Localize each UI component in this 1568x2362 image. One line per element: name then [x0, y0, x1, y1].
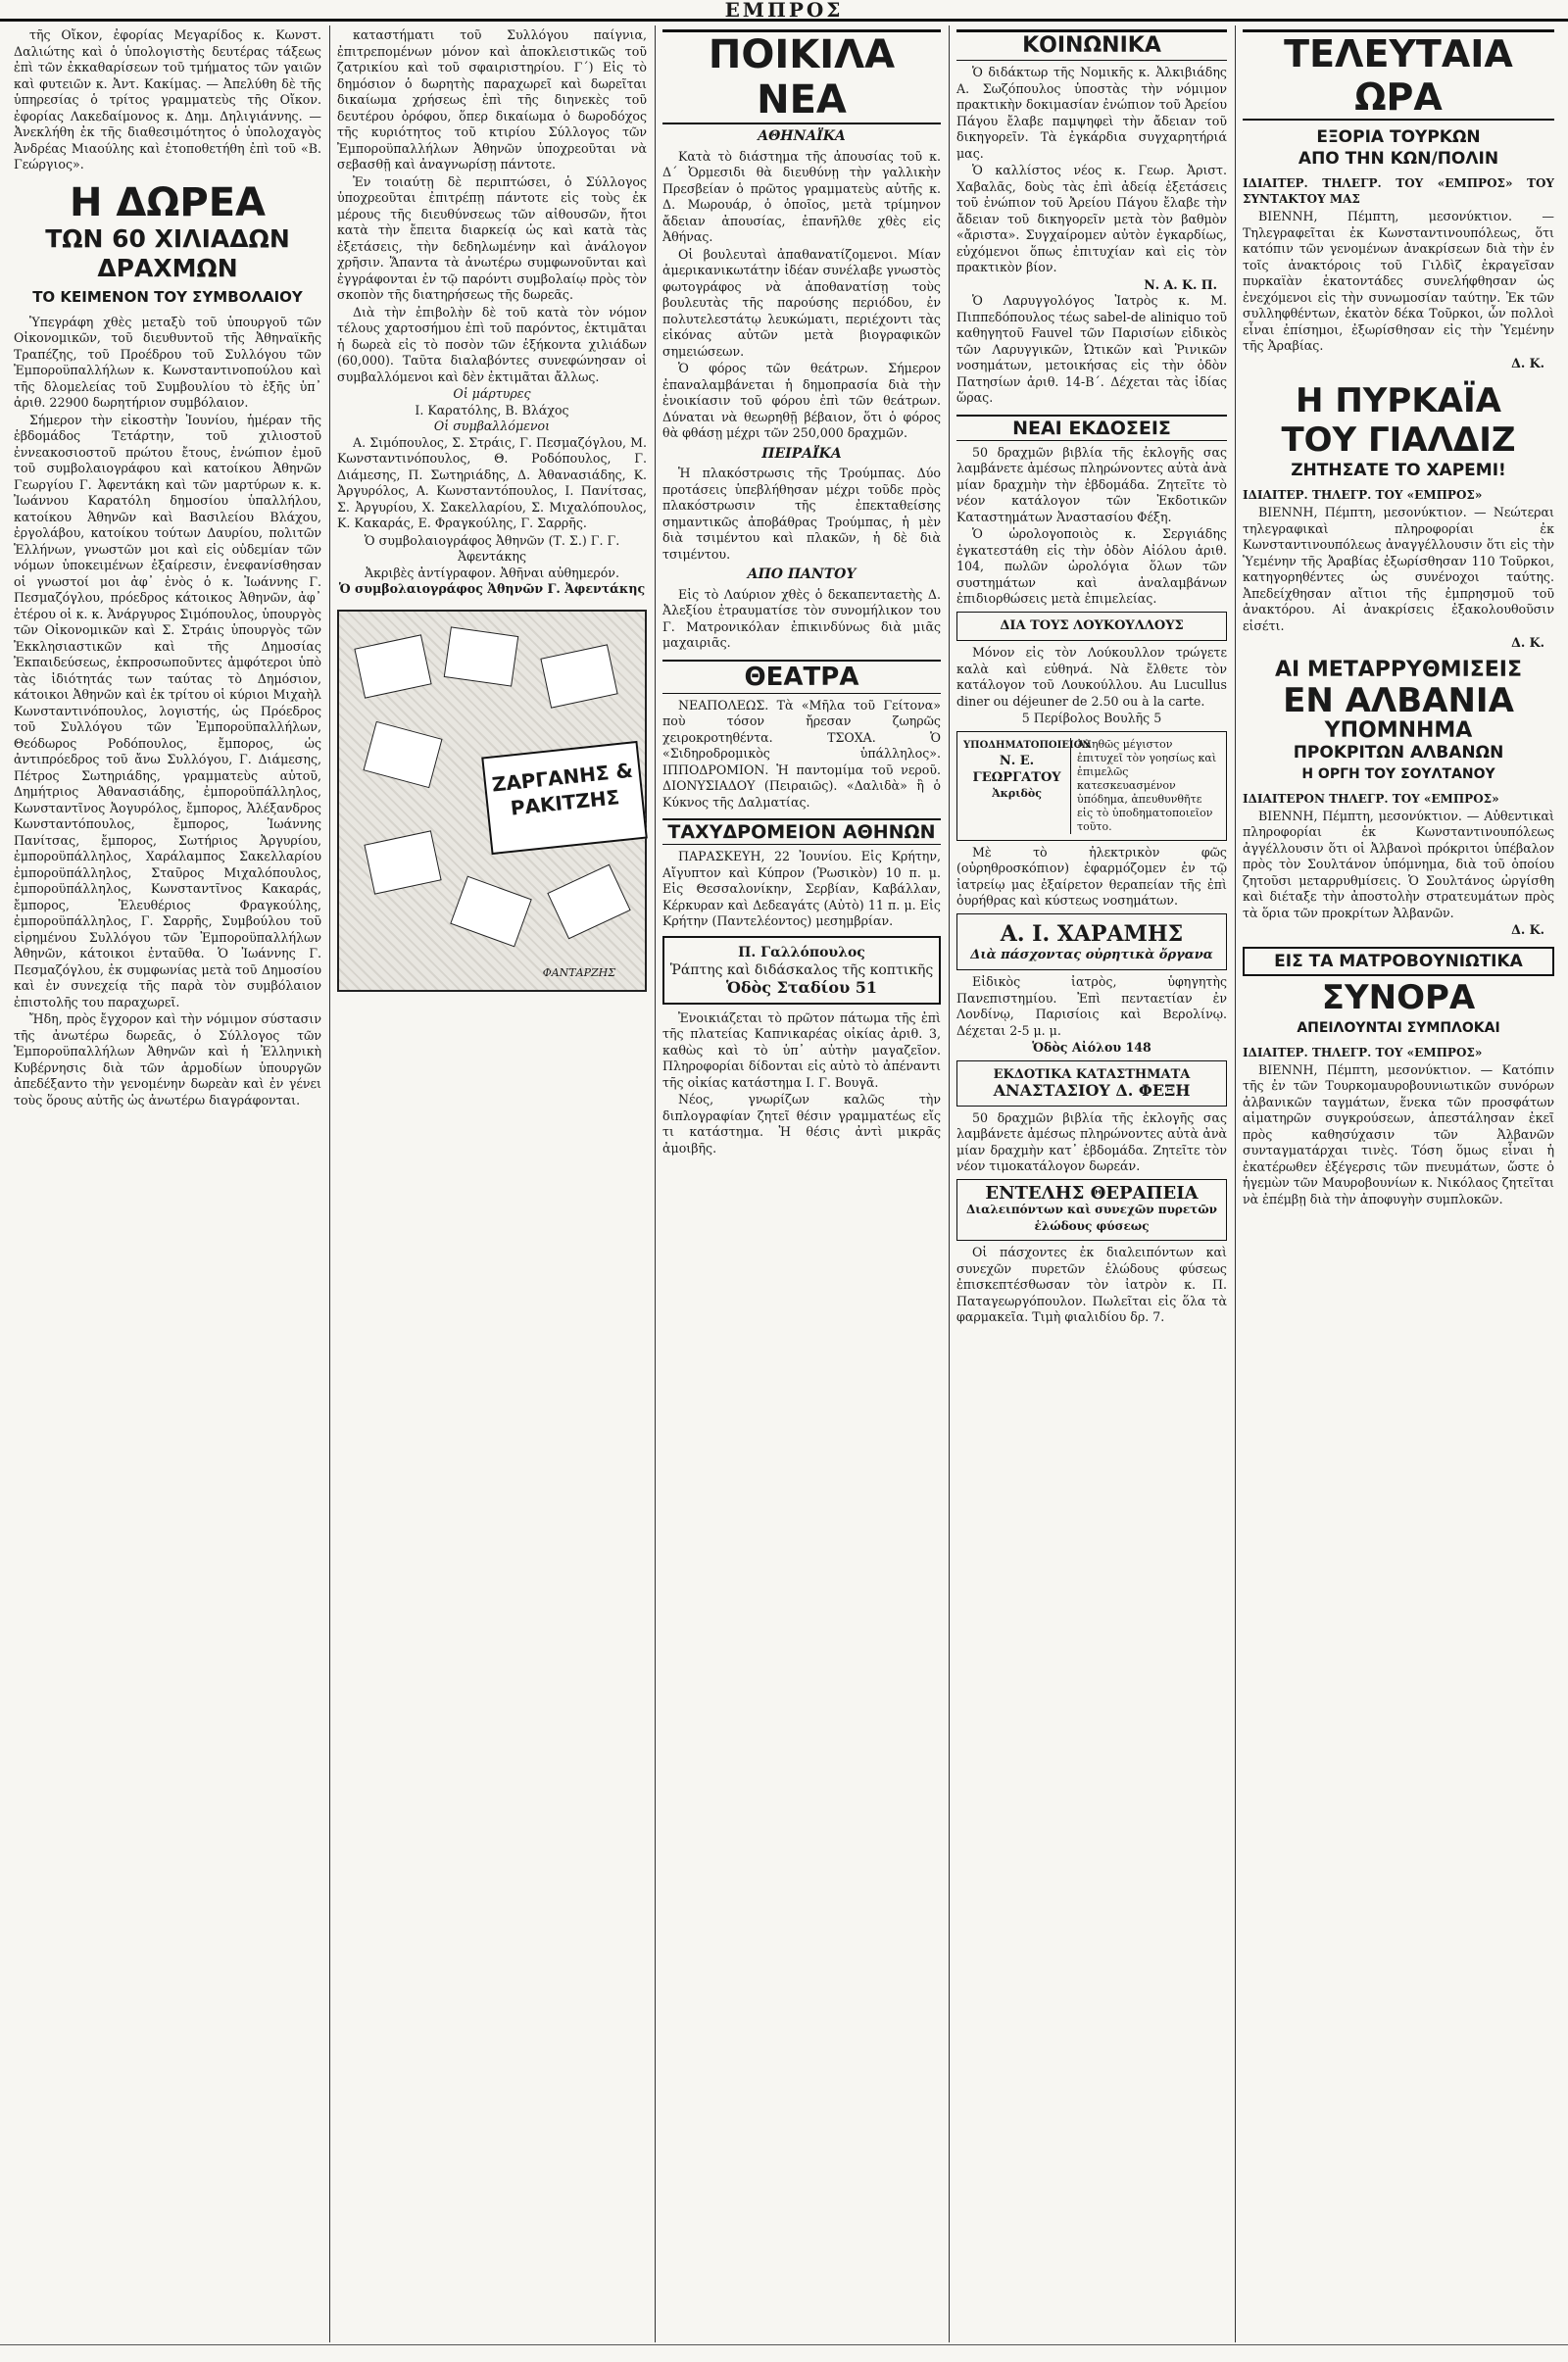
post-listing: ΠΑΡΑΣΚΕΥΗ, 22 Ἰουνίου. Εἰς Κρήτην, Αἴγυπτον καὶ Κύπρον (Ῥωσικὸν) 10 π. μ. Εἰς Θεσσαλονίκην, Σερβίαν, Καβάλλαν, Κέρκυραν καὶ Δεδεαγάτς (Αὐτὸ) 11 π. μ. Εἰς Κρήτην (Παντελέοντος) μεσημβρίαν.: [662, 849, 941, 928]
cartoon-card: [363, 720, 442, 787]
shoemaker-heading: ΥΠΟΔΗΜΑΤΟΠΟΙΕΙΟΝ: [963, 739, 1092, 751]
article-paragraph: Ὑπεγράφη χθὲς μεταξὺ τοῦ ὑπουργοῦ τῶν Οἰκονομικῶν, τοῦ διευθυντοῦ τῆς Ἀθηναϊκῆς Τραπέζης, τοῦ Προέδρου τοῦ Συλλόγου τῶν Ἐμποροϋπαλλήλων κ. Κωνσταντινοπούλου καὶ τῆς δλομελείας τοῦ Συμβουλίου τὸ ἐξῆς ὑπ᾽ ἀριθ. 22900 δωρητήριον συμβόλαιον.: [14, 314, 321, 410]
headline-donation: Η ΔΩΡΕΑ: [70, 179, 266, 225]
column-divider: [949, 25, 950, 2342]
column-4: [951, 25, 1233, 2342]
subsection-everywhere: ΑΠΟ ΠΑΝΤΟΥ: [747, 566, 857, 582]
telegram-signature: Δ. Κ.: [1511, 922, 1544, 937]
shoemaker-name: Ν. Ε. ΓΕΩΡΓΑΤΟΥ: [972, 754, 1061, 785]
doctor-text: Εἰδικὸς ἰατρὸς, ὑφηγητὴς Πανεπιστημίου. Ἐπὶ πενταετίαν ἐν Λονδίνῳ, Παρισίοις καὶ Βερολίνῳ. Δέχεται 2-5 μ. μ.: [956, 974, 1227, 1038]
doctor-address: Ὁδὸς Αἰόλου 148: [1032, 1040, 1152, 1055]
column-2: [331, 25, 653, 2342]
page-bottom-edge: [0, 2344, 1568, 2362]
cartoon-card: [540, 644, 617, 708]
notary-signature: Ὁ συμβολαιογράφος Ἀθηνῶν (Τ. Σ.) Γ. Γ. Ἀφεντάκης: [364, 532, 620, 564]
column-3: [657, 25, 947, 2342]
news-item: Εἰς τὸ Λαύριον χθὲς ὁ δεκαπενταετὴς Δ. Ἀλεξίου ἐτραυματίσε τὸν συνομήλικον του Γ. Ματρονικόλαν ἐπικινδύνως διὰ μιᾶς μαχαιριᾶς.: [662, 586, 941, 650]
column-1: [8, 25, 327, 2342]
lucullus-text: Μόνον εἰς τὸν Λούκουλλον τρώγετε καλὰ καὶ εὐθηνά. Νὰ ἔλθετε τὸν κατάλογον τοῦ Λουκούλλου. Au Lucullus diner ou déjeuner de 2.50 ou à la carte.: [956, 645, 1227, 709]
section-title-new-editions: ΝΕΑΙ ΕΚΔΟΣΕΙΣ: [956, 415, 1227, 441]
social-item: Ὁ Λαρυγγολόγος Ἰατρὸς κ. Μ. Πιππεδόπουλος τέως sabel-de aliniquo τοῦ καθηγητοῦ Fauvel τῶν Παρισίων εἰδικὸς τῶν Λαρυγγικῶν, Ὠτικῶν καὶ Ῥινικῶν νοσημάτων, μετοικήσας εἰς τὴν ὁδὸν Πατησίων ἀριθ. 14-Β΄. Δέχεται τὰς ἰδίας ὥρας.: [956, 293, 1227, 405]
editions-item: 50 δραχμῶν βιβλία τῆς ἐκλογῆς σας λαμβάνετε ἀμέσως πληρώνοντες αὐτὰ ἀνὰ μίαν δραχμὴν τὴν ἑβδομάδα. Ζητεῖτε τὸ νέον κατάλογον τῶν Ἐκδοτικῶν Καταστημάτων Ἀναστασίου Φέξη.: [956, 444, 1227, 524]
publisher-title: ΕΚΔΟΤΙΚΑ ΚΑΤΑΣΤΗΜΑΤΑ: [993, 1066, 1191, 1082]
telegram-text: ΒΙΕΝΝΗ, Πέμπτη, μεσονύκτιον. — Νεώτεραι τηλεγραφικαὶ πληροφορίαι ἐκ Κωνσταντινουπόλεως ἀναγγέλλουσιν ὅτι εἰς τὴν Ὑεμένην τῆς Ἀραβίας ἐξωρίσθησαν 110 Τοῦρκοι, κατηγορηθέντες ὡς συνένοχοι ταύτης. Ἀπεδείχθησαν αἴτιοι τῆς ἐμπρησμοῦ τοῦ ἀνακτόρου. Αἱ ἀνακρίσεις ἐξακολουθοῦσιν εἰσέτι.: [1243, 505, 1554, 633]
cartoon-card: [364, 830, 441, 894]
cartoon-illustration: [337, 610, 647, 992]
cartoon-card: [450, 875, 532, 947]
section-title-social: ΚΟΙΝΩΝΙΚΑ: [956, 29, 1227, 61]
masthead: ΕΜΠΡΟΣ: [0, 0, 1568, 22]
news-item: Κατὰ τὸ διάστημα τῆς ἀπουσίας τοῦ κ. Δ΄ Ὀρμεσιδι θὰ διευθύνῃ τὴν γαλλικὴν Πρεσβείαν ὁ πρῶτος γραμματεὺς αὐτῆς κ. Δ. Μωρουάρ, ὁ ὁποῖος, μετὰ τρίμηνον ἄδειαν ἀπουσίας, ἐπανῆλθε χθὲς εἰς Ἀθήνας.: [662, 148, 941, 244]
lucullus-address: 5 Περίβολος Βουλῆς 5: [1021, 711, 1162, 725]
column-divider: [1235, 25, 1236, 2342]
cartoon-sign: ΖΑΡΓΑΝΗΣ & ΡΑΚΙΤΖΗΣ: [481, 740, 648, 854]
subsection-athens: ΑΘΗΝΑΪΚΑ: [758, 128, 846, 144]
headline-contract: ΤΟ ΚΕΙΜΕΝΟΝ ΤΟΥ ΣΥΜΒΟΛΑΙΟΥ: [32, 287, 303, 306]
doctor-name: Α. Ι. ΧΑΡΑΜΗΣ: [1000, 920, 1184, 947]
headline-montenegro: ΕΙΣ ΤΑ ΜΑΤΡΟΒΟΥΝΙΩΤΙΚΑ: [1243, 947, 1554, 976]
headline-yildiz: ΤΟΥ ΓΙΑΛΔΙΖ: [1281, 420, 1516, 460]
telegram-text: ΒΙΕΝΝΗ, Πέμπτη, μεσονύκτιον. — Αὐθεντικαὶ πληροφορίαι ἐκ Κωνσταντινουπόλεως ἀγγέλλουσιν ὅτι οἱ Ἀλβανοὶ πρόκριτοι ὑπέβαλον πρὸς τὸν Σουλτάνον ὑπόμνημα, διὰ τοῦ ὁποίου ζητοῦσι μεταρρυθμίσεις. Ὁ Σουλτάνος ὠργίσθη καὶ διέταξε τὴν ἀποστολὴν στρατευμάτων πρὸς τὰ ὅρια τῶν προκρίτων Ἀλβανῶν.: [1243, 808, 1554, 920]
telegram-byline: ΙΔΙΑΙΤΕΡ. ΤΗΛΕΓΡ. ΤΟΥ «ΕΜΠΡΟΣ»: [1243, 1045, 1483, 1059]
subsection-piraeus: ΠΕΙΡΑΪΚΑ: [761, 445, 842, 462]
shoemaker-address: Ἀκριδὸς: [992, 787, 1042, 800]
headline-albania: ΕΝ ΑΛΒΑΝΙΑ: [1283, 680, 1514, 720]
publisher-name: ΑΝΑΣΤΑΣΙΟΥ Δ. ΦΕΞΗ: [993, 1081, 1191, 1100]
article-fragment-top: τῆς Οἴκον, ἐφορίας Μεγαρίδος κ. Κωνστ. Δαλιώτης καὶ ὁ ὑπολογιστὴς δευτέρας τάξεως ἐπὶ τῶν ἐκκαθαρίσεων τοῦ τμήματος τῶν γαιῶν καὶ φυτειῶν κ. Ἀντ. Κακίμας. — Ἀπελύθη δὲ τῆς ὑπηρεσίας ὁ τρίτος γραμματεὺς τῆς Οἴκον. ἐφορίας Λακεδαίμονος κ. Δημ. Δηλιγιάννης. — Ἀνεκλήθη ἐκ τῆς διαθεσιμότητος ὁ ὑπολοχαγὸς Ἀνδρέας Μιαούλης καὶ ἐτοποθετήθη ἐπὶ τοῦ «Β. Γεώργιος».: [14, 27, 321, 172]
job-notice: Νέος, γνωρίζων καλῶς τὴν διπλογραφίαν ζητεῖ θέσιν γραμματέως εἴς τι κατάστημα. Ἡ θέσις ἀντὶ μικρᾶς ἀμοιβῆς.: [662, 1092, 941, 1156]
headline-reforms: ΑΙ ΜΕΤΑΡΡΥΘΜΙΣΕΙΣ: [1274, 657, 1523, 682]
headline-notables: ΠΡΟΚΡΙΤΩΝ ΑΛΒΑΝΩΝ: [1293, 742, 1504, 763]
news-item: Οἱ βουλευταὶ ἀπαθανατίζομενοι. Μίαν ἀμερικανικωτάτην ἰδέαν συνέλαβε γνωστὸς φωτογράφος νὰ ἀποθανατίσῃ τοὺς βουλευτὰς τῆς παρούσης περιόδου, ἐν πολυτελεστάτῳ λευκώματι, περιέχοντι τὰς εἰκόνας αὐτῶν μετὰ βιογραφικῶν σημειώσεων.: [662, 246, 941, 359]
electric-light-item: Μὲ τὸ ἠλεκτρικὸν φῶς (οὐρηθροσκόπιον) ἐφαρμόζομεν ἐν τῷ ἰατρείῳ μας ἐξαίρετον θεραπείαν τῆς ἐπὶ ὀυρήθρας καὶ κύστεως νοσημάτων.: [956, 844, 1227, 908]
headline-memorandum: ΥΠΟΜΝΗΜΑ: [1324, 717, 1473, 743]
shoemaker-text: Ἀληθῶς μέγιστον ἐπιτυχεῖ τὸν γοησίως καὶ ἐπιμελῶς κατεσκευασμένον ὑπόδημα, ἀπευθυνθῆτε εἰς τὸ ὑποδηματοποιεῖον τοῦτο.: [1077, 737, 1217, 833]
cartoon-card: [354, 634, 431, 698]
doctor-specialty: Διὰ πάσχοντας οὐρητικὰ ὄργανα: [970, 947, 1213, 962]
news-item: Ἡ πλακόστρωσις τῆς Τρούμπας. Δύο προτάσεις ὑπεβλήθησαν μέχρι τοῦδε πρὸς πλακόστρωσιν τῆς ἐπεκταθείσης σημαντικῶς ἀποβάθρας Τρούμπας, ἡ μὲν διὰ τσιμέντου καὶ πλακῶν, ἡ δὲ διὰ τσιμέντου.: [662, 466, 941, 562]
cartoon-card: [547, 863, 630, 939]
tailor-description: Ῥάπτης καὶ διδάσκαλος τῆς κοπτικῆς: [669, 961, 934, 978]
headline-amount: ΤΩΝ 60 ΧΙΛΙΑΔΩΝ ΔΡΑΧΜΩΝ: [45, 223, 290, 282]
section-title-post: ΤΑΧΥΔΡΟΜΕΙΟΝ ΑΘΗΝΩΝ: [662, 818, 941, 845]
witnesses-heading: Οἱ μάρτυρες: [453, 386, 531, 401]
news-item: Ὁ φόρος τῶν θεάτρων. Σήμερον ἐπαναλαμβάνεται ἡ δημοπρασία διὰ τὴν ἐνοικίασιν τοῦ φόρου ἐπὶ τῶν θεάτρων. Δύναται νὰ θεωρηθῇ βέβαιον, ὅτι ὁ φόρος θὰ φθάσῃ μέχρι τῶν 250,000 δραχμῶν.: [662, 361, 941, 440]
headline-sultan-anger: Η ΟΡΓΗ ΤΟΥ ΣΟΥΛΤΑΝΟΥ: [1301, 765, 1495, 782]
telegram-byline: ΙΔΙΑΙΤΕΡ. ΤΗΛΕΓΡ. ΤΟΥ «ΕΜΠΡΟΣ»: [1243, 488, 1483, 502]
cure-advertisement: [956, 1179, 1227, 1242]
article-paragraph: Ἐν τοιαύτῃ δὲ περιπτώσει, ὁ Σύλλογος ὑποχρεοῦται ἐπιτρέπῃ πάντοτε εἰς τοὺς ἐκ μέρους τῆς διευθύνσεως τῶν αἰθουσῶν, ἤτοι κατὰ τὴν ἔπειτα διαρκείᾳ ὡς καὶ κατὰ τὰς ἐξετάσεις, τὴν δεδηλωμένην καὶ ἀνάλογον χρῆσιν. Ἅπαντα τὰ ἀνωτέρω συμφωνοῦνται καὶ ἐγγράφονται ἐν τῷ παρόντι συμβολαίῳ πρὸς τὸν σκοπὸν τῆς διατηρήσεως τῆς δωρεᾶς.: [337, 173, 647, 302]
telegram-byline: ΙΔΙΑΙΤΕΡ. ΤΗΛΕΓΡ. ΤΟΥ «ΕΜΠΡΟΣ» ΤΟΥ ΣΥΝΤΑΚΤΟΥ ΜΑΣ: [1243, 176, 1554, 206]
contracting-names: Α. Σιμόπουλος, Σ. Στράις, Γ. Πεσμαζόγλου, Μ. Κωνσταντινόπουλος, Θ. Ροδόπουλος, Γ. Διάμεσης, Π. Σωτηριάδης, Δ. Ἀθανασιάδης, Κ. Ἀργυρόλος, Α. Κωνσταντόπουλος, Ι. Πανίτσας, Σ. Ἀργυρίου, Χ. Σακελλαρίου, Σ. Μιχαλόπουλος, Κ. Κακαράς, Ε. Φραγκούλης, Γ. Σαρρῆς.: [337, 434, 647, 530]
headline-clashes: ΑΠΕΙΛΟΥΝΤΑΙ ΣΥΜΠΛΟΚΑΙ: [1297, 1019, 1500, 1036]
telegram-signature: Δ. Κ.: [1511, 635, 1544, 650]
telegram-text: ΒΙΕΝΝΗ, Πέμπτη, μεσονύκτιον. — Κατόπιν τῆς ἐν τῶν Τουρκομαυροβουνιωτικῶν συνόρων ἀλβανικῶν ταγμάτων, ἕνεκα τῶν προσφάτων αἱματηρῶν συγκρούσεων, ἀπεστάλησαν ἐκεῖ πρὸς καθησύχασιν τῶν Ἀλβανῶν συνταγματάρχαι τινὲς. Τόση ὅμως εἶναι ἡ ἐκατέρωθεν ἐξέγερσις τῶν πνευμάτων, ὥστε ὁ ἡγεμὼν τῶν Μαυροβουνίων κ. Νικόλαος ζητεῖται νὰ ἐπέμβῃ διὰ τὴν ἀποφυγὴν συμπλοκῶν.: [1243, 1061, 1554, 1206]
theatres-listing: ΝΕΑΠΟΛΕΩΣ. Τὰ «Μῆλα τοῦ Γείτονα» ποὺ τόσον ἤρεσαν ζωηρῶς χειροκροτηθέντα. ΤΣΟΧΑ. Ὁ «Σιδηροδρομικὸς ὑπάλληλος». ΙΠΠΟΔΡΟΜΙΟΝ. Ἡ παντομίμα τοῦ νεροῦ. ΔΙΟΝΥΣΙΑΔΟΥ (Πειραιῶς). «Δαλιδὰ» ἢ ὁ Κύκνος τῆς Δαλματίας.: [662, 697, 941, 810]
article-paragraph: Διὰ τὴν ἐπιβολὴν δὲ τοῦ κατὰ τὸν νόμον τέλους χαρτοσήμου ἐπὶ τοῦ παρόντος, ἐκτιμᾶται ἡ δωρεὰ εἰς τὸ ποσὸν τῶν ἑξήκοντα χιλιάδων (60,000). Ταῦτα διαλαβόντες συνεφώνησαν οἱ συμβαλλόμενοι καὶ δὲν ἐκτιμᾶται ἄλλως.: [337, 304, 647, 384]
rental-notice: Ἐνοικιάζεται τὸ πρῶτον πάτωμα τῆς ἐπὶ τῆς πλατείας Καπνικαρέας οἰκίας ἀριθ. 3, καθὼς καὶ τὸ ὑπ᾽ αὐτὴν μαγαζεῖον. Πληροφορίαι δίδονται εἰς αὐτὸ τὸ ἀπέναντι τῆς οἰκίας κατάστημα Ι. Γ. Βουγᾶ.: [662, 1009, 941, 1090]
column-5: [1237, 25, 1560, 2342]
social-signature: Ν. Α. Κ. Π.: [1144, 276, 1217, 292]
watchmaker-item: Ὁ ὡρολογοποιὸς κ. Σεργιάδης ἐγκατεστάθη εἰς τὴν ὁδὸν Αἰόλου ἀριθ. 104, πωλῶν ὡρολόγια ὅλων τῶν συστημάτων καὶ ἀναλαμβάνων ἐπιδιορθώσεις μετὰ ἐπιμελείας.: [956, 526, 1227, 606]
notary-signature-2: Ὁ συμβολαιογράφος Ἀθηνῶν Γ. Ἀφεντάκης: [338, 581, 646, 596]
tailor-advertisement: [662, 936, 941, 1005]
copy-note: Ἀκριβὲς ἀντίγραφον. Ἀθῆναι αὐθημερόν.: [365, 565, 619, 580]
headline-exile: ΕΞΟΡΙΑ ΤΟΥΡΚΩΝ: [1316, 127, 1481, 147]
column-divider: [655, 25, 656, 2342]
publisher-text: 50 δραχμῶν βιβλία τῆς ἐκλογῆς σας λαμβάνετε ἀμέσως πληρώνοντες αὐτὰ ἀνὰ μίαν δραχμὴν κατ᾽ ἑβδομάδα. Ζητεῖτε τὸν νέον τιμοκατάλογον δωρεάν.: [956, 1109, 1227, 1173]
section-title-last-hour: ΤΕΛΕΥΤΑΙΑ ΩΡΑ: [1243, 29, 1554, 121]
tailor-name: Π. Γαλλόπουλος: [738, 944, 865, 960]
headline-borders: ΣΥΝΟΡΑ: [1321, 977, 1476, 1017]
headline-from-constantinople: ΑΠΟ ΤΗΝ ΚΩΝ/ΠΟΛΙΝ: [1298, 149, 1499, 169]
social-item: Ὁ διδάκτωρ τῆς Νομικῆς κ. Ἀλκιβιάδης Α. Σωζόπουλος ὑποστὰς τὴν νόμιμον πρακτικὴν δοκιμασίαν ἐνώπιον τοῦ Ἀρείου Πάγου ἔλαβε παμψηφεὶ τὴν ἄδειαν τοῦ δικηγορεῖν. Τὰ ἐγκάρδια συγχαρητήριά μας.: [956, 65, 1227, 161]
telegram-byline: ΙΔΙΑΙΤΕΡΟΝ ΤΗΛΕΓΡ. ΤΟΥ «ΕΜΠΡΟΣ»: [1243, 791, 1499, 806]
headline-harem: ΖΗΤΗΣΑΤΕ ΤΟ ΧΑΡΕΜΙ!: [1291, 461, 1506, 480]
tailor-address: Ὁδὸς Σταδίου 51: [725, 977, 878, 997]
witnesses-names: Ι. Καρατόλης, Β. Βλάχος: [415, 402, 569, 418]
article-paragraph: Σήμερον τὴν εἰκοστὴν Ἰουνίου, ἡμέραν τῆς ἑβδομάδος Τετάρτην, τοῦ χιλιοστοῦ ἐννεακοσιοστοῦ πρώτου ἔτους, ἐνώπιον ἐμοῦ τοῦ συμβολαιογράφου καὶ κατοίκου Ἀθηνῶν Γεωργίου Γ. Ἀφεντάκη καὶ τῶν μαρτύρων κ. κ. Ἰωάννου Καρατόλη δημοσίου ὑπαλλήλου, κατοίκου Ἀθηνῶν καὶ Βασιλείου Βλάχου, ἐργολάβου, κατοίκου τούτων Δαυρίου, πολιτῶν Ἑλλήνων, γνωστῶν μοι καὶ εἰς οὐδεμίαν τῶν νόμων ὑποκειμένων ἐξαίρεσιν, ἐνεφανίσθησαν οἱ γνωστοί μοι ἀφ᾽ ἑνὸς ὁ κ. Ἰωάννης Γ. Πεσμαζόγλου, πρόεδρος κάτοικος Ἀθηνῶν, ἀφ᾽ ἑτέρου οἱ κ. κ. Ἀνάργυρος Σιμόπουλος, ὑπουργὸς τῶν Οἰκονομικῶν καὶ Σ. Στράις ὑπουργὸς τῶν Ἐκκλησιαστικῶν καὶ τῆς Δημοσίας Ἐκπαιδεύσεως, ἐκπροσωποῦντες ἀμφότεροι ὑπὸ τὰς ἰδιότητάς των ταύτας τὸ Δημόσιον, κάτοικοι Ἀθηνῶν καὶ ἐκ τρίτου οἱ κύριοι Μιχαὴλ Κωνσταντινόπουλος, λογιστής, ὡς Πρόεδρος τοῦ Συλλόγου τῶν Ἐμποροϋπαλλήλων, Θεόδωρος Ροδόπουλος, ἔμπορος, ὡς ἀντιπρόεδρος τοῦ ἄνω Συλλόγου, Γ. Διάμεσης, Πέτρος Σωτηριάδης, γραμματεὺς αὐτοῦ, Δημήτριος Ἀθανασιάδης, ἐμποροϋπάλληλος, Κωνσταντῖνος Ἀογυρόλος, ἔμπορος, Ἀλέξανδρος Κωνσταντόπουλος, ἔμπορος, Ἰωάννης Πανίτσας, ἔμπορος, Σωτήριος Ἀργυρίου, ἐμποροϋπάλληλος, Χαράλαμπος Σακελλαρίου ἐμποροϋπάλληλος, Σταῦρος Μιχαλόπουλος, ἐμποροϋπάλληλος, Κωνσταντῖνος Κακαράς, ἔμπορος, Ἐλευθέριος Φραγκούλης, ἐμποροϋπάλληλος, Γ. Σαρρῆς, Συμβούλου τοῦ εἰρημένου Συλλόγου τῶν Ἐμποροϋπαλλήλων Ἀθηνῶν, κάτοικοι ἐνταῦθα. Ὁ Ἰωάννης Γ. Πεσμαζόγλου, ἐκ συμφωνίας μετὰ τοῦ Δημοσίου καὶ ἐν συνεχείᾳ τῆς παρὰ τὸν συμβόλαιον ἐπιστολῆς του παραχωρεῖ.: [14, 412, 321, 1009]
social-item: Ὁ καλλίστος νέος κ. Γεωρ. Ἀριστ. Χαβαλᾶς, δοὺς τὰς ἐπὶ ἀδείᾳ ἐξετάσεις τοῦ ἐνώπιον τοῦ Ἀρείου Πάγου ἔλαβε τὴν ἄδειαν τοῦ δικηγορεῖν μετὰ τὸν βαθμὸν «ἄριστα». Συγχαίρομεν αὐτὸν ἐγκαρδίως, εὐχόμενοι ὅπως ἐπιτυχίαν καὶ εἰς τὸν πρακτικὸν βίον.: [956, 163, 1227, 274]
column-divider: [329, 25, 330, 2342]
publisher-advertisement: [956, 1060, 1227, 1107]
cartoon-artist-signature: ΦΑΝΤΑΡΖΗΣ: [542, 966, 615, 979]
headline-fire: Η ΠΥΡΚΑΪΑ: [1296, 381, 1501, 420]
shoemaker-advertisement: [956, 731, 1227, 841]
article-paragraph: Ἤδη, πρὸς ἔγχορον καὶ τὴν νόμιμον σύστασιν τῆς ἀνωτέρω δωρεᾶς, ὁ Σύλλογος τῶν Ἐμποροϋπαλλήλων Ἀθηνῶν καὶ ἡ Ἑλληνικὴ Κυβέρνησις διὰ τῶν ἀρμοδίων ὑπουργῶν ἀπεδέξαντο τὴν γενομένην δωρεὰν καὶ ἐν γένει τοὺς ὅρους αὐτῆς ὡς ἀνωτέρω διαγράφονται.: [14, 1011, 321, 1107]
section-title-theatres: ΘΕΑΤΡΑ: [662, 660, 941, 694]
lucullus-title: ΔΙΑ ΤΟΥΣ ΛΟΥΚΟΥΛΛΟΥΣ: [1000, 617, 1184, 633]
lucullus-advertisement: [956, 612, 1227, 642]
article-paragraph: καταστήματι τοῦ Συλλόγου παίγνια, ἐπιτρεπομένων μόνον καὶ ἀποκλειστικῶς τοῦ ζατρικίου καὶ τοῦ σφαιριστηρίου. Γ΄) Εἰς τὸ δημόσιον ὁ δωρητὴς παραχωρεῖ καὶ δωρεῖται δικαίωμα χρήσεως ἐπὶ τῆς διηνεκὲς τοῦ δευτέρου ὀρόφου, ὅπερ δικαίωμα ὁ δωροδόχος τῆς κυριότητος τοῦ κτιρίου Σύλλογος τῶν Ἐμποροϋπαλλήλων Ἀθηνῶν ὑποχρεοῦται νὰ σεβασθῇ καὶ ἀναγνωρίσῃ πάντοτε.: [337, 27, 647, 172]
cure-subtitle: Διαλειπόντων καὶ συνεχῶν πυρετῶν ἑλώδους φύσεως: [965, 1203, 1218, 1233]
cartoon-card: [444, 626, 519, 686]
telegram-signature: Δ. Κ.: [1511, 355, 1544, 370]
cure-title: ΕΝΤΕΛΗΣ ΘΕΡΑΠΕΙΑ: [985, 1182, 1199, 1204]
contracting-heading: Οἱ συμβαλλόμενοι: [433, 418, 551, 433]
cure-text: Οἱ πάσχοντες ἐκ διαλειπόντων καὶ συνεχῶν πυρετῶν ἑλώδους φύσεως ἐπισκεπτέσθωσαν τὸν ἰατρὸν κ. Π. Παταγεωργόπουλον. Πωλεῖται εἰς ὅλα τὰ φαρμακεῖα. Τιμὴ φιαλιδίου δρ. 7.: [956, 1245, 1227, 1324]
section-title-news: ΠΟΙΚΙΛΑ ΝΕΑ: [662, 29, 941, 124]
telegram-text: ΒΙΕΝΝΗ, Πέμπτη, μεσονύκτιον. — Τηλεγραφεῖται ἐκ Κωνσταντινουπόλεως, ὅτι κατόπιν τῶν γενομένων ἀνακρίσεων διὰ τὴν ἐν τοῖς ἀνακτόροις τοῦ Γιλδὶζ ἐκραγεῖσαν πυρκαϊὰν ἑκατοντάδες συνελήφθησαν ὡς ἐνεχόμενοι εἰς τὴν συνωμοσίαν ταύτην. Ἐκ τῶν συλληφθέντων, ἑκατὸν δέκα Τοῦρκοι, ὧν πολλοὶ εἶναι ἐπίσημοι, ἐξωρίσθησαν εἰς τὴν Ὑεμένην τῆς Ἀραβίας.: [1243, 209, 1554, 353]
doctor-advertisement: [956, 913, 1227, 971]
